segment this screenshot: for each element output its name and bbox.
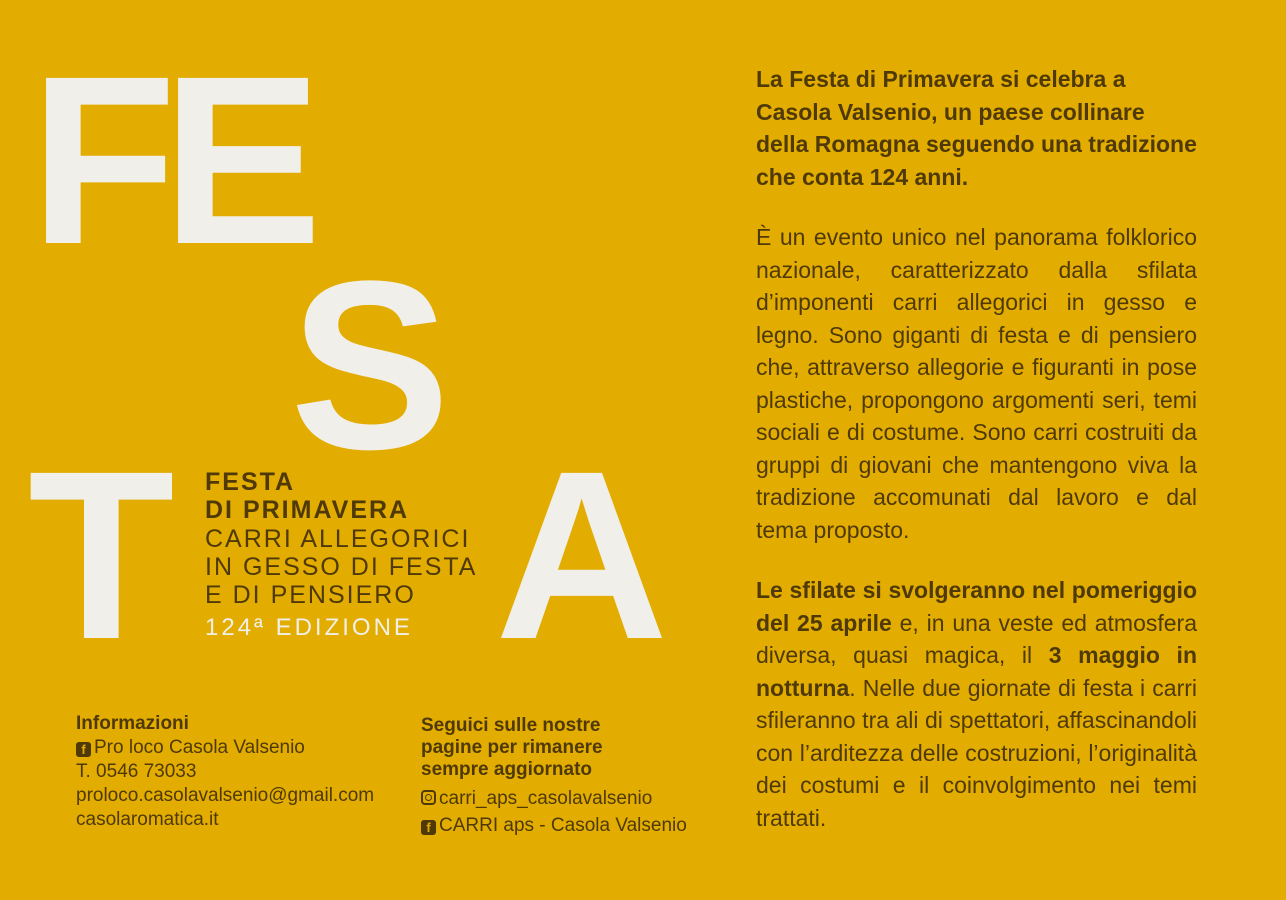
dates-bold-2: 3 maggio in notturna bbox=[756, 642, 1197, 701]
dates-text-2: . Nelle due giornate di festa i carri sfileranno tra ali di spettatori, affascinandoli con l’arditezza delle costruzioni, l’originalità dei costumi e il coinvolgimento nei temi trattati. bbox=[756, 674, 1197, 831]
proloco-label: Pro loco Casola Valsenio bbox=[94, 737, 305, 758]
event-subtitle bbox=[205, 525, 477, 609]
instagram-icon bbox=[421, 790, 436, 805]
event-title bbox=[205, 468, 409, 524]
event-subtitle-line: IN GESSO DI FESTA bbox=[205, 553, 478, 581]
big-letter-e: E bbox=[162, 26, 323, 294]
big-letter-a: A bbox=[495, 421, 669, 689]
dates-paragraph bbox=[756, 574, 1197, 834]
event-subtitle-line: CARRI ALLEGORICI bbox=[205, 525, 471, 553]
edition-label: 124ª EDIZIONE bbox=[205, 614, 413, 641]
info-phone[interactable]: T. 0546 73033 bbox=[76, 761, 197, 782]
big-letter-s: S bbox=[290, 231, 451, 499]
dates-text-1: e, in una veste ed atmosfera diversa, quasi magica, il bbox=[756, 609, 1197, 668]
social-title-line: Seguici sulle nostre bbox=[421, 715, 601, 736]
social-title-line: pagine per rimanere bbox=[421, 737, 603, 758]
facebook-page: CARRI aps - Casola Valsenio bbox=[439, 815, 687, 836]
instagram-handle: carri_aps_casolavalsenio bbox=[439, 788, 653, 809]
event-title-line: FESTA bbox=[205, 468, 296, 496]
big-letter-f: F bbox=[30, 26, 177, 294]
event-subtitle-line: E DI PENSIERO bbox=[205, 581, 416, 609]
info-website[interactable]: casolaromatica.it bbox=[76, 809, 219, 830]
instagram-link[interactable] bbox=[421, 785, 687, 812]
social-block bbox=[421, 715, 687, 839]
event-title-line: DI PRIMAVERA bbox=[205, 496, 410, 524]
body-paragraph: È un evento unico nel panorama folklorico nazionale, caratterizzato dalla sfilata d’imponenti carri allegorici in gesso e legno. Sono giganti di festa e di pensiero che, attraverso allegorie e figuranti in pose plastiche, propongono argomenti seri, temi sociali e di costume. Sono carri costruiti da gruppi di giovani che mantengono viva la tradizione accomunati dal lavoro e dal tema proposto. bbox=[756, 224, 1197, 543]
info-title: Informazioni bbox=[76, 713, 189, 734]
facebook-icon: f bbox=[76, 742, 91, 757]
social-title-line: sempre aggiornato bbox=[421, 759, 593, 780]
social-title bbox=[421, 715, 687, 781]
big-letter-t: T bbox=[28, 421, 175, 689]
dates-bold-1: Le sfilate si svolgeranno nel pomeriggio del 25 aprile bbox=[756, 577, 1197, 636]
facebook-link[interactable] bbox=[421, 812, 687, 839]
info-proloco[interactable] bbox=[76, 736, 374, 760]
lead-paragraph: La Festa di Primavera si celebra a Casola Valsenio, un paese collinare della Romagna seguendo una tradizione che conta 124 anni. bbox=[756, 66, 1197, 190]
description-column bbox=[756, 63, 1197, 834]
info-email[interactable]: proloco.casolavalsenio@gmail.com bbox=[76, 785, 375, 806]
facebook-icon: f bbox=[421, 820, 436, 835]
info-block bbox=[76, 712, 374, 832]
